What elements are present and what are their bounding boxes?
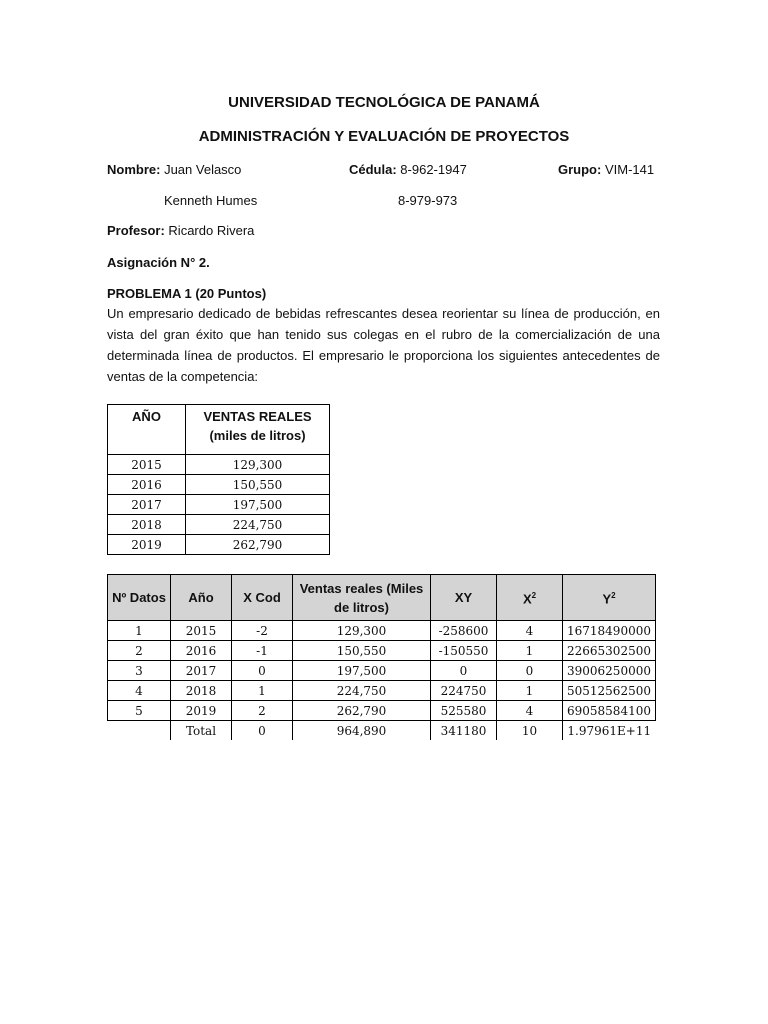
cell-x: 1 [232, 681, 293, 701]
cedula-value-2: 8-979-973 [398, 193, 458, 208]
header-x2-sup: 2 [531, 591, 537, 601]
header-xcod: X Cod [232, 575, 293, 621]
total-sales: 964,890 [293, 721, 431, 741]
university-title: UNIVERSIDAD TECNOLÓGICA DE PANAMÁ [228, 94, 540, 111]
grupo-value: VIM-141 [604, 162, 655, 177]
cell-sales: 129,300 [186, 455, 330, 475]
cell-x2: 4 [497, 621, 563, 641]
sales-table [107, 404, 330, 555]
cell-year: 2016 [108, 475, 186, 495]
regression-table-header [108, 575, 656, 621]
cell-year: 2018 [171, 681, 232, 701]
header-y2-sup: 2 [611, 591, 616, 601]
cell-year: 2019 [171, 701, 232, 721]
table-row [108, 495, 330, 515]
cell-n: 4 [108, 681, 171, 701]
nombre-value-2: Kenneth Humes [164, 193, 258, 208]
cell-x2: 4 [497, 701, 563, 721]
cell-sales: 150,550 [186, 475, 330, 495]
total-label: Total [171, 721, 232, 741]
profesor-value: Ricardo Rivera [168, 223, 255, 238]
total-x2: 10 [497, 721, 563, 741]
header-sales [293, 575, 431, 621]
table-row [108, 475, 330, 495]
cell-year: 2015 [108, 455, 186, 475]
nombre-value-1: Juan Velasco [164, 162, 242, 177]
cell-year: 2017 [171, 661, 232, 681]
table-row [108, 515, 330, 535]
cell-xy: 0 [431, 661, 497, 681]
header-sales-line2: de litros) [334, 599, 389, 615]
cell-xy: -258600 [431, 621, 497, 641]
cell-x: -1 [232, 641, 293, 661]
total-y2: 1.97961E+11 [563, 721, 656, 741]
header-x2-label: X [522, 591, 532, 607]
cell-x2: 1 [497, 641, 563, 661]
header-x2 [497, 575, 563, 621]
cell-sales: 224,750 [293, 681, 431, 701]
cell-n: 5 [108, 701, 171, 721]
cedula-line [349, 162, 467, 177]
cell-y2: 50512562500 [563, 681, 656, 701]
nombre-line [107, 162, 241, 177]
header-y2 [563, 575, 656, 621]
cell-xy: -150550 [431, 641, 497, 661]
table-row [108, 661, 656, 681]
grupo-label: Grupo: [558, 162, 602, 177]
table-row [108, 455, 330, 475]
cell-n: 3 [108, 661, 171, 681]
cell-sales: 262,790 [293, 701, 431, 721]
cedula-value-1: 8-962-1947 [400, 162, 467, 177]
course-title: ADMINISTRACIÓN Y EVALUACIÓN DE PROYECTOS [198, 128, 570, 145]
cell-sales: 197,500 [293, 661, 431, 681]
cell-y2: 39006250000 [563, 661, 656, 681]
total-xy: 341180 [431, 721, 497, 741]
table-row [108, 641, 656, 661]
asignacion-label: Asignación N° 2. [107, 255, 210, 270]
cell-empty [108, 721, 171, 741]
cell-sales: 150,550 [293, 641, 431, 661]
cell-sales: 262,790 [186, 535, 330, 555]
header-xy: XY [431, 575, 497, 621]
header-sales-line1: Ventas reales (Miles [299, 580, 424, 596]
cell-x2: 0 [497, 661, 563, 681]
regression-table [107, 574, 656, 740]
cell-y2: 22665302500 [563, 641, 656, 661]
grupo-line [558, 162, 654, 177]
cell-year: 2017 [108, 495, 186, 515]
cell-year: 2015 [171, 621, 232, 641]
cell-n: 1 [108, 621, 171, 641]
nombre-label: Nombre: [107, 162, 161, 177]
cell-xy: 525580 [431, 701, 497, 721]
cell-sales: 197,500 [186, 495, 330, 515]
cell-year: 2018 [108, 515, 186, 535]
cell-xy: 224750 [431, 681, 497, 701]
cell-year: 2019 [108, 535, 186, 555]
profesor-line [107, 223, 254, 238]
header-n: Nº Datos [108, 575, 171, 621]
cell-sales: 129,300 [293, 621, 431, 641]
cell-x2: 1 [497, 681, 563, 701]
cell-x: 2 [232, 701, 293, 721]
cedula-label: Cédula: [349, 162, 397, 177]
header-year: Año [171, 575, 232, 621]
cell-y2: 16718490000 [563, 621, 656, 641]
table-row [108, 621, 656, 641]
header-y2-label: Y [602, 591, 612, 607]
profesor-label: Profesor: [107, 223, 165, 238]
table-row [108, 535, 330, 555]
cell-year: 2016 [171, 641, 232, 661]
table-row [108, 681, 656, 701]
problem-text: Un empresario dedicado de bebidas refrescantes desea reorientar su línea de producción, en vista del gran éxito que han tenido sus colegas en el rubro de la comercialización de una determinada línea de productos. El empresario le proporciona los siguientes antecedentes de ventas de la competencia: [107, 306, 660, 384]
cell-x: -2 [232, 621, 293, 641]
header-sales [186, 405, 330, 455]
header-sales-line2: (miles de litros) [209, 428, 306, 443]
header-year: AÑO [108, 405, 186, 455]
table-row [108, 701, 656, 721]
header-sales-line1: VENTAS REALES [203, 409, 312, 424]
sales-table-header [108, 405, 330, 455]
cell-n: 2 [108, 641, 171, 661]
total-x: 0 [232, 721, 293, 741]
problem-title: PROBLEMA 1 (20 Puntos) [107, 286, 267, 301]
cell-x: 0 [232, 661, 293, 681]
cell-y2: 69058584100 [563, 701, 656, 721]
total-row [108, 721, 656, 741]
cell-sales: 224,750 [186, 515, 330, 535]
